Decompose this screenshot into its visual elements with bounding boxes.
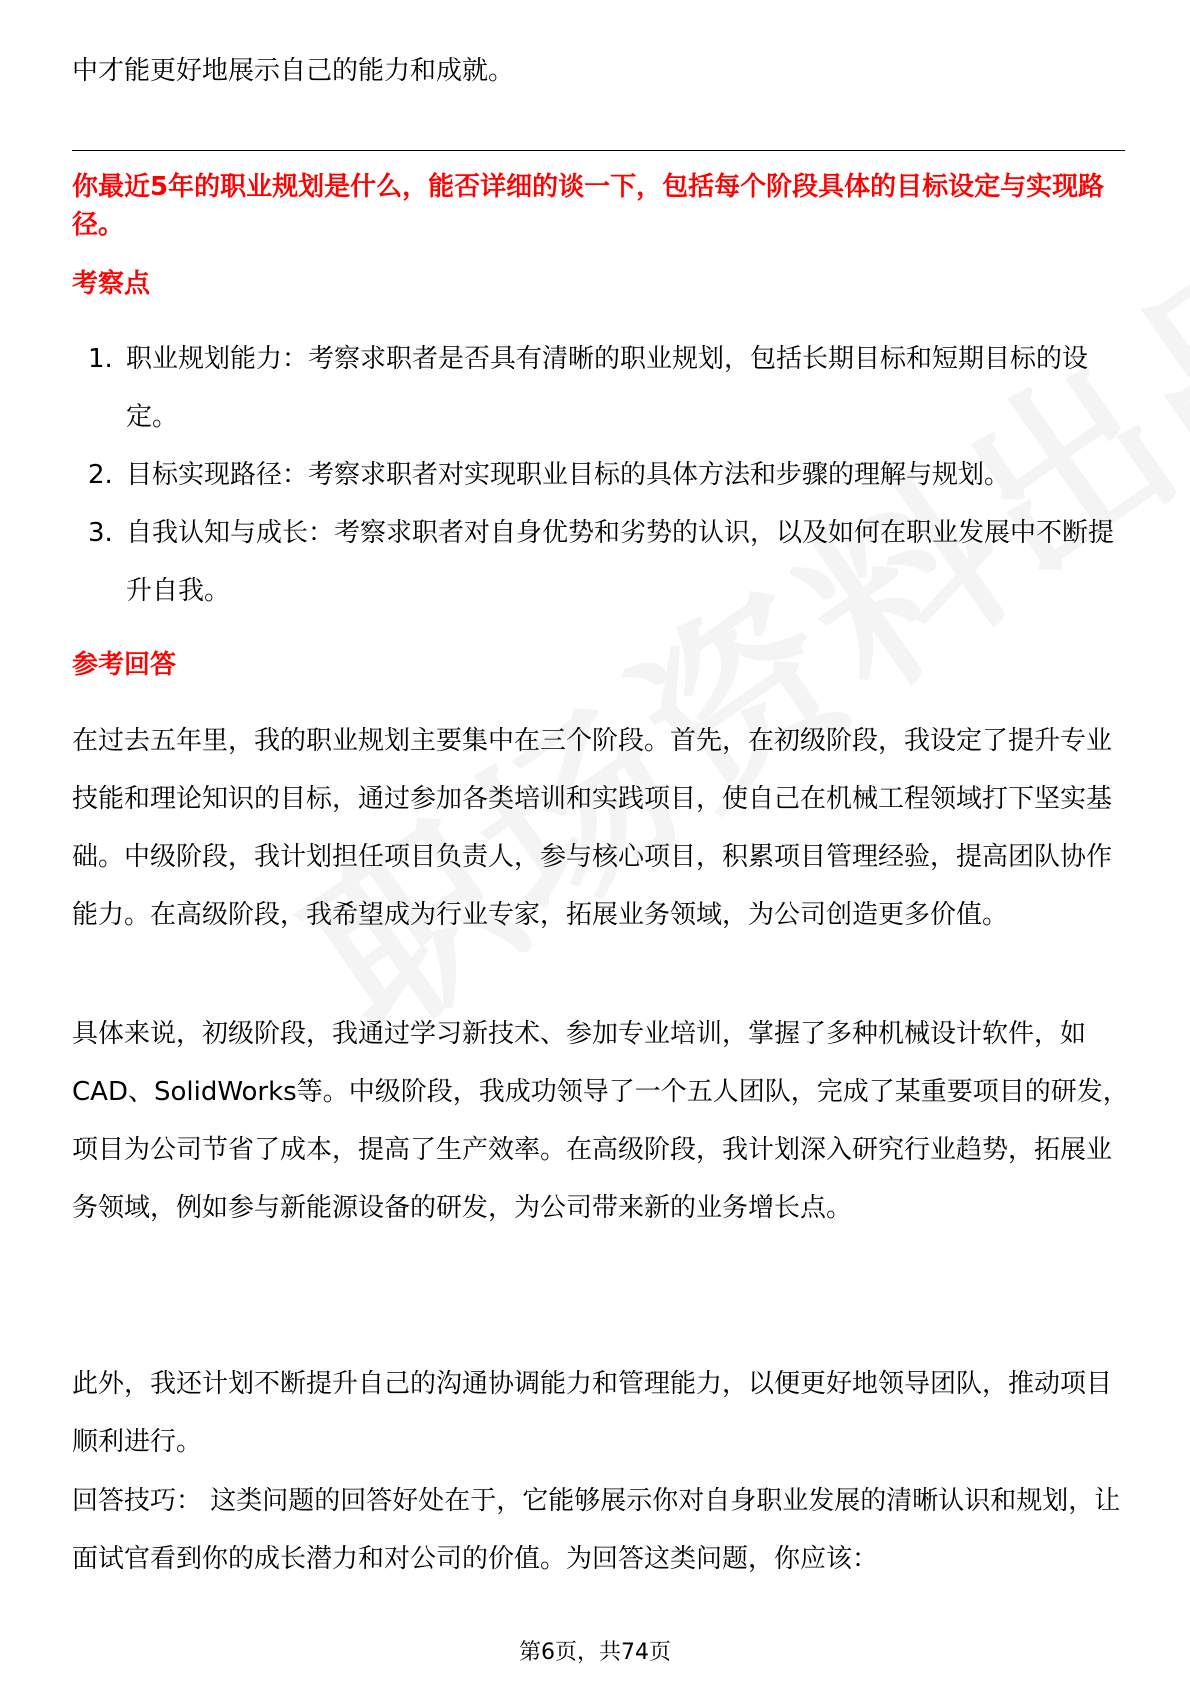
- question-title: 你最近5年的职业规划是什么，能否详细的谈一下，包括每个阶段具体的目标设定与实现路径。: [72, 172, 1105, 240]
- assessment-points-list: [72, 330, 1130, 620]
- page-number: 第6页，共74页: [519, 1640, 671, 1665]
- list-item-text: 自我认知与成长：考察求职者对自身优势和劣势的认识，以及如何在职业发展中不断提升自我。: [126, 518, 1115, 606]
- list-item-number: 3.: [88, 518, 113, 548]
- section-heading-kaocha: 考察点: [72, 269, 151, 299]
- list-item-number: 1.: [88, 344, 113, 374]
- list-item-text: 目标实现路径：考察求职者对实现职业目标的具体方法和步骤的理解与规划。: [126, 460, 1011, 490]
- answer-tips-paragraph: 回答技巧： 这类问题的回答好处在于，它能够展示你对自身职业发展的清晰认识和规划，让面试官看到你的成长潜力和对公司的价值。为回答这类问题，你应该：: [72, 1486, 1121, 1574]
- section-heading-cankao: 参考回答: [72, 650, 177, 680]
- answer-paragraph: 具体来说，初级阶段，我通过学习新技术、参加专业培训，掌握了多种机械设计软件，如CAD、SolidWorks等。中级阶段，我成功领导了一个五人团队，完成了某重要项目的研发，项目为公司节省了成本，提高了生产效率。在高级阶段，我计划深入研究行业趋势，拓展业务领域，例如参与新能源设备的研发，为公司带来新的业务增长点。: [72, 1019, 1129, 1223]
- list-item-number: 2.: [88, 460, 113, 490]
- list-item-text: 职业规划能力：考察求职者是否具有清晰的职业规划，包括长期目标和短期目标的设定。: [126, 344, 1089, 432]
- answer-paragraph: 此外，我还计划不断提升自己的沟通协调能力和管理能力，以便更好地领导团队，推动项目顺利进行。: [72, 1369, 1113, 1457]
- divider: [72, 150, 1125, 151]
- watermark: [250, 172, 1190, 1084]
- list-item: [72, 330, 1130, 446]
- continued-text: 中才能更好地展示自己的能力和成就。: [72, 56, 515, 86]
- list-item: [72, 504, 1130, 620]
- answer-paragraph: 在过去五年里，我的职业规划主要集中在三个阶段。首先，在初级阶段，我设定了提升专业技能和理论知识的目标，通过参加各类培训和实践项目，使自己在机械工程领域打下坚实基础。中级阶段，我计划担任项目负责人，参与核心项目，积累项目管理经验，提高团队协作能力。在高级阶段，我希望成为行业专家，拓展业务领域，为公司创造更多价值。: [72, 726, 1113, 930]
- list-item: [72, 446, 1130, 504]
